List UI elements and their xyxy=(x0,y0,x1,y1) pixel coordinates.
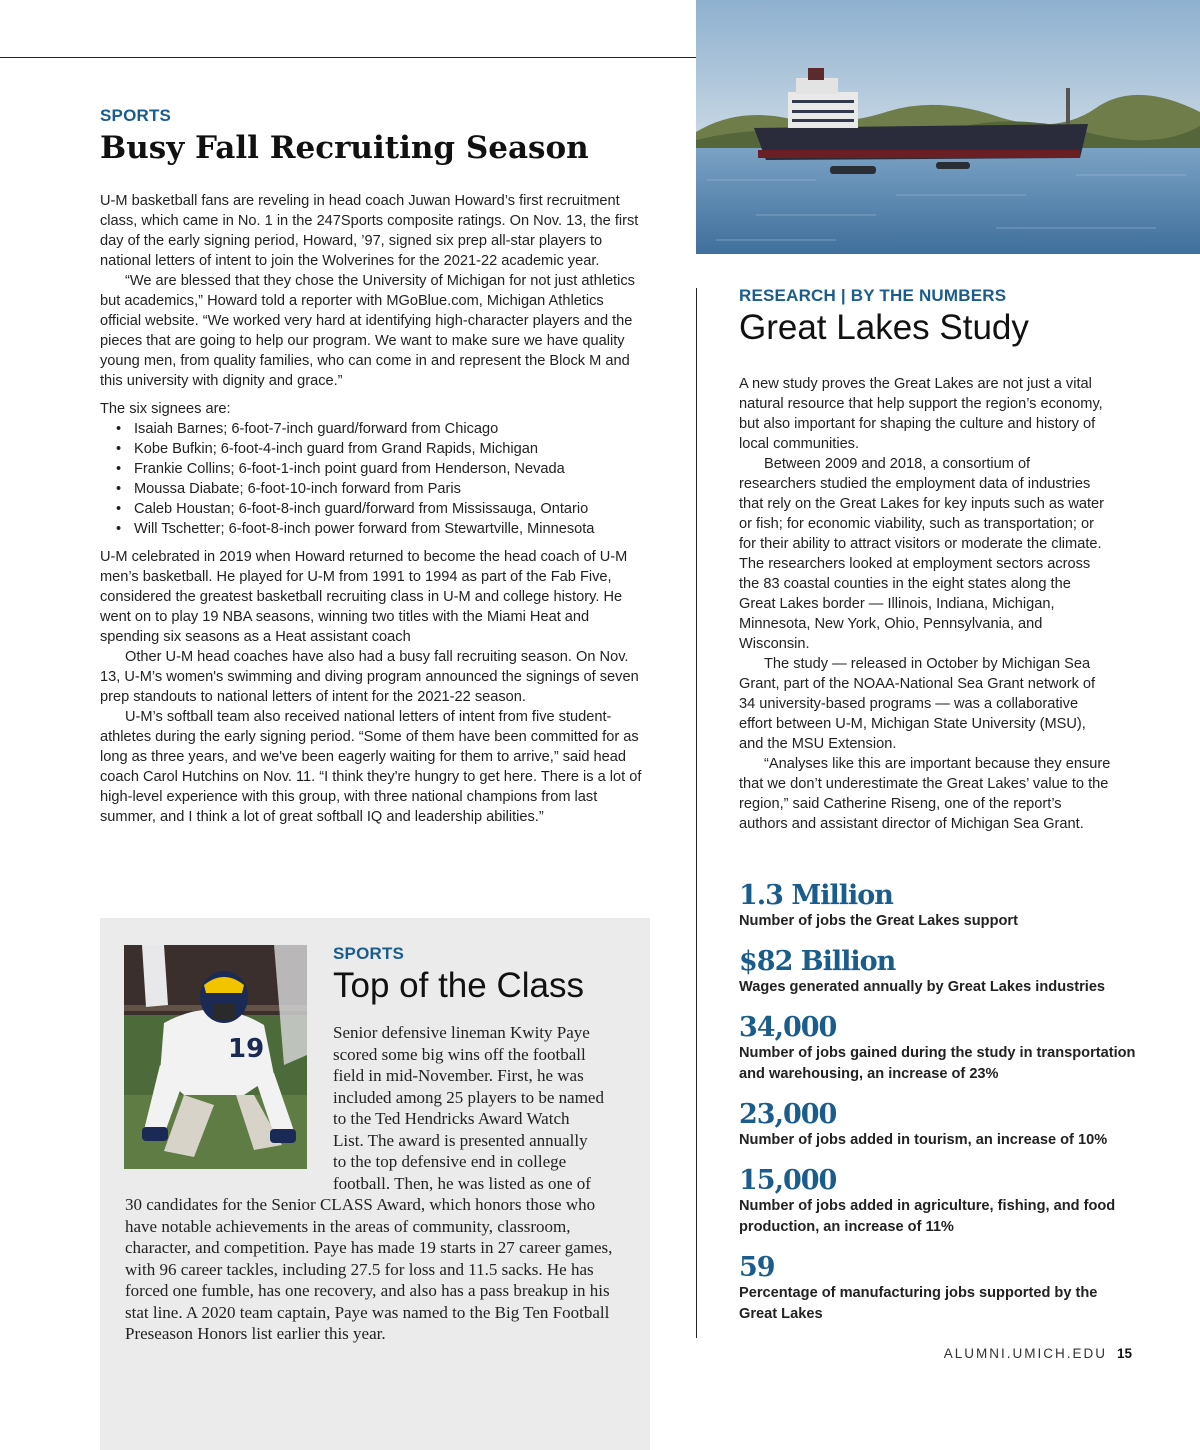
stat-item xyxy=(739,880,1139,932)
recruiting-para-2: “We are blessed that they chose the University of Michigan for not just athletics but academics,” Howard told a reporter with MGoBlue.com, Michigan Athletics official website. “We worked very hard at identifying high-character players and the pieces that are going to help our program. We want to make sure we have quality young men, from quality families, who can come in and represent the Block M and this university with dignity and grace.” xyxy=(100,273,635,389)
list-item: • Will Tschetter; 6-foot-8-inch power forward from Stewartville, Minnesota xyxy=(134,519,648,539)
list-item: • Caleb Houstan; 6-foot-8-inch guard/forward from Mississauga, Ontario xyxy=(134,499,648,519)
stat-item xyxy=(739,1165,1139,1238)
sidebar-line: to the Ted Hendricks Award Watch xyxy=(333,1109,570,1128)
recruiting-para-5: U-M’s softball team also received national letters of intent from five student-athletes during the early signing period. “Some of them have been committed for as long as three years, and we've been eagerly waiting for them to arrive,” said head coach Carol Hutchins on Nov. 11. “I think they're hungry to get here. There is a lot of high-level experience with this group, with three national champions from last summer, and I think a lot of great softball IQ and leadership abilities.” xyxy=(100,709,642,825)
sidebar-line: field in mid-November. First, he was xyxy=(333,1066,584,1085)
stat-value: 15,000 xyxy=(739,1165,837,1196)
top-rule xyxy=(0,57,696,58)
stat-item xyxy=(739,1252,1139,1325)
stat-value: $82 Billion xyxy=(739,946,896,977)
sidebar-line: List. The award is presented annually xyxy=(333,1130,588,1150)
stat-label: Number of jobs the Great Lakes support xyxy=(739,913,1018,929)
recruiting-headline: Busy Fall Recruiting Season xyxy=(100,130,589,166)
list-item: • Moussa Diabate; 6-foot-10-inch forward from Paris xyxy=(134,479,648,499)
lakes-para-3: The study — released in October by Michigan Sea Grant, part of the NOAA-National Sea Grant network of 34 university-based programs — was a collaborative effort between U-M, Michigan State University (MSU), and the MSU Extension. xyxy=(739,656,1096,752)
sidebar-line: to the top defensive end in college xyxy=(333,1152,567,1171)
sidebar-line: football. Then, he was listed as one of xyxy=(333,1173,591,1193)
stat-item xyxy=(739,946,1139,998)
stat-value: 59 xyxy=(739,1252,775,1283)
jersey-number: 19 xyxy=(228,1034,265,1064)
stat-label: Number of jobs added in tourism, an increase of 10% xyxy=(739,1132,1108,1148)
column-divider xyxy=(696,288,697,1338)
list-item: • Kobe Bufkin; 6-foot-4-inch guard from Grand Rapids, Michigan xyxy=(134,439,648,459)
recruiting-para-1: U-M basketball fans are reveling in head coach Juwan Howard’s first recruitment class, which came in No. 1 in the 247Sports composite ratings. On Nov. 13, the first day of the early signing period, Howard, ’97, signed six prep all-star players to national letters of intent to join the Wolverines for the 2021-22 academic year. xyxy=(100,193,639,269)
sidebar-text-full: 30 candidates for the Senior CLASS Award, which honors those who have notable achievements in the areas of community, classroom, character, and competition. Paye has made 19 starts in 27 career games, with 96 career tackles, including 27.5 for loss and 11.5 sacks. He has forced one fumble, has one recovery, and also has a pass breakup in his stat line. A 2020 team captain, Paye was named to the Big Ten Football Preseason Honors list earlier this year. xyxy=(125,1195,613,1343)
recruiting-para-4: Other U-M head coaches have also had a busy fall recruiting season. On Nov. 13, U-M’s women's swimming and diving program announced the signings of seven prep standouts to national letters of intent for the 2021-22 season. xyxy=(100,649,639,705)
stat-value: 23,000 xyxy=(739,1099,837,1130)
lakes-para-2: Between 2009 and 2018, a consortium of researchers studied the employment data of industries that rely on the Great Lakes for key inputs such as water or fish; for economic viability, such as transportation; or for their ability to attract visitors or moderate the climate. The researchers looked at employment sectors across the 83 coastal counties in the eight states along the Great Lakes border — Illinois, Indiana, Michigan, Minnesota, New York, Ohio, Pennsylvania, and Wisconsin. xyxy=(739,456,1105,652)
list-item: • Isaiah Barnes; 6-foot-7-inch guard/forward from Chicago xyxy=(134,419,648,439)
sidebar-headline: Top of the Class xyxy=(333,966,584,1005)
stat-label: Percentage of manufacturing jobs supported by the Great Lakes xyxy=(739,1285,1098,1322)
signees-list xyxy=(100,419,648,539)
lakes-para-1: A new study proves the Great Lakes are not just a vital natural resource that help support the region’s economy, but also important for shaping the culture and history of local communities. xyxy=(739,376,1103,452)
footer-site: ALUMNI.UMICH.EDU xyxy=(943,1346,1107,1361)
freighter-photo xyxy=(696,0,1200,254)
lakes-para-4: “Analyses like this are important because they ensure that we don’t underestimate the Great Lakes’ value to the region,” said Catherine Riseng, one of the report’s authors and assistant director of Michigan Sea Grant. xyxy=(739,756,1111,832)
stat-item xyxy=(739,1012,1139,1085)
stat-label: Wages generated annually by Great Lakes industries xyxy=(739,979,1106,995)
player-photo xyxy=(124,945,307,1169)
stat-label: Number of jobs gained during the study in transportation and warehousing, an increase of 23% xyxy=(739,1045,1136,1082)
page-footer xyxy=(944,1346,1132,1361)
sidebar-text-wrapped xyxy=(333,1022,643,1194)
stats-list xyxy=(739,880,1139,1325)
page-number: 15 xyxy=(1116,1346,1132,1361)
stat-value: 34,000 xyxy=(739,1012,837,1043)
great-lakes-headline: Great Lakes Study xyxy=(739,308,1029,347)
great-lakes-article-body xyxy=(739,374,1111,834)
sports-kicker: SPORTS xyxy=(100,106,172,125)
stat-item xyxy=(739,1099,1139,1151)
recruiting-para-3: U-M celebrated in 2019 when Howard returned to become the head coach of U-M men’s basketball. He played for U-M from 1991 to 1994 as part of the Fab Five, considered the greatest basketball recruiting class in U-M and college history. He went on to play 19 NBA seasons, winning two titles with the Miami Heat and spending six seasons as a Heat assistant coach xyxy=(100,549,628,645)
sidebar-line: included among 25 players to be named xyxy=(333,1087,604,1107)
stat-value: 1.3 Million xyxy=(739,880,893,911)
sidebar-line: Senior defensive lineman Kwity Paye xyxy=(333,1023,590,1042)
sidebar-line: scored some big wins off the football xyxy=(333,1044,586,1064)
recruiting-article-body xyxy=(100,191,648,827)
sidebar-kicker: SPORTS xyxy=(333,944,405,963)
signees-intro: The six signees are: xyxy=(100,401,231,417)
stat-label: Number of jobs added in agriculture, fishing, and food production, an increase of 11% xyxy=(739,1198,1116,1235)
list-item: • Frankie Collins; 6-foot-1-inch point guard from Henderson, Nevada xyxy=(134,459,648,479)
research-kicker: RESEARCH | BY THE NUMBERS xyxy=(739,286,1007,305)
